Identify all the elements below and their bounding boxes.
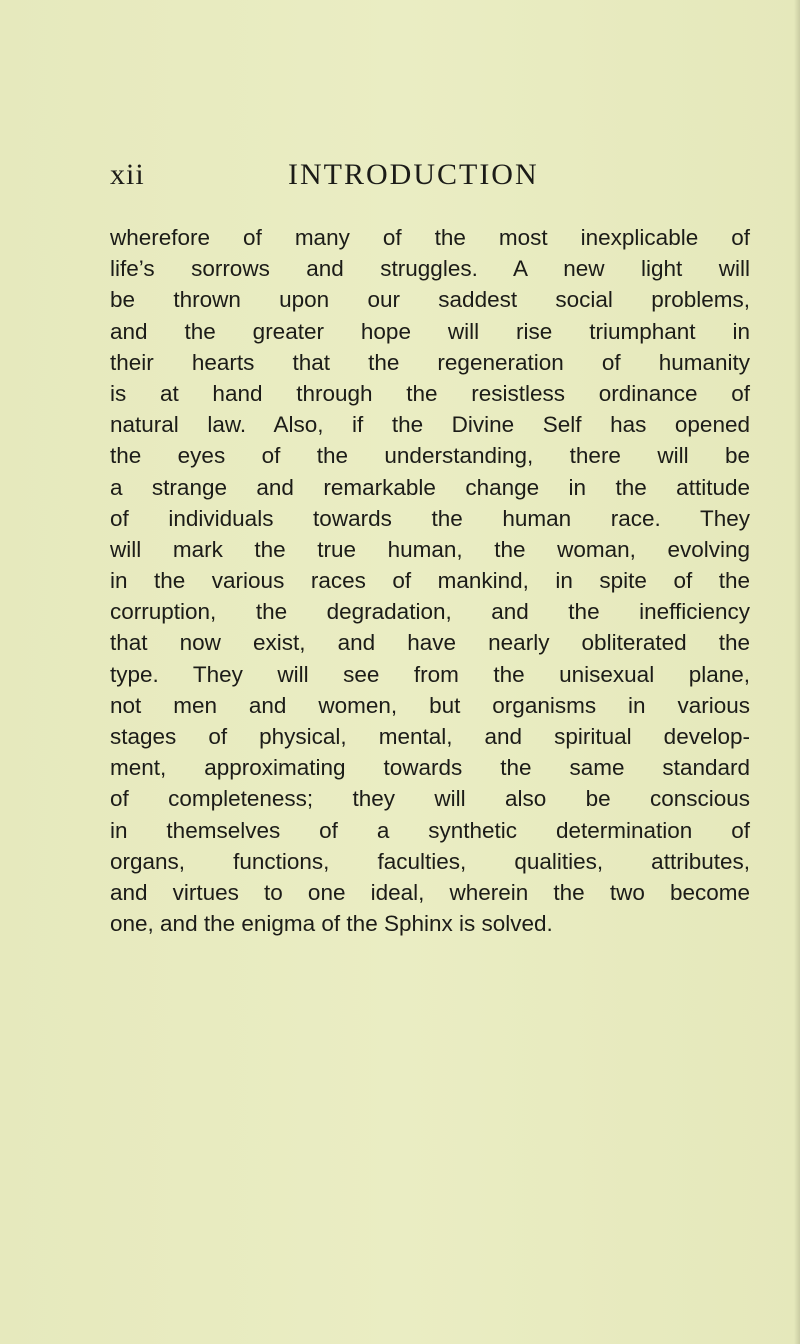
text-line: will mark the true human, the woman, evolving [110,536,750,562]
text-line: not men and women, but organisms in various [110,692,750,718]
text-line: corruption, the degradation, and the inefficiency [110,599,750,625]
text-line: in themselves of a synthetic determination of [110,817,750,843]
page-header [110,158,750,198]
text-line: their hearts that the regeneration of humanity [110,349,750,375]
text-line: wherefore of many of the most inexplicable of [110,225,750,250]
text-line: and the greater hope will rise triumphant in [110,318,750,344]
text-line: and virtues to one ideal, wherein the two become [110,879,750,905]
text-line: life’s sorrows and struggles. A new light will [110,256,750,282]
text-line: of completeness; they will also be conscious [110,786,750,812]
page-number: xii [110,158,145,191]
text-line: in the various races of mankind, in spite of the [110,568,750,594]
body-paragraph [110,222,750,939]
text-line: be thrown upon our saddest social problems, [110,287,750,313]
running-head: INTRODUCTION [288,158,539,191]
text-line: of individuals towards the human race. They [110,505,750,531]
text-line: is at hand through the resistless ordinance of [110,380,750,406]
text-line: stages of physical, mental, and spiritual develop- [110,724,750,749]
text-line: type. They will see from the unisexual plane, [110,661,750,687]
text-line: one, and the enigma of the Sphinx is solved. [110,911,553,937]
text-line: the eyes of the understanding, there will be [110,443,750,469]
text-line: organs, functions, faculties, qualities, attributes, [110,848,750,874]
text-line: ment, approximating towards the same standard [110,755,750,781]
text-line: that now exist, and have nearly obliterated the [110,630,750,656]
page-edge-shadow [794,0,800,1344]
text-line: natural law. Also, if the Divine Self has opened [110,412,750,438]
text-line: a strange and remarkable change in the attitude [110,474,750,500]
